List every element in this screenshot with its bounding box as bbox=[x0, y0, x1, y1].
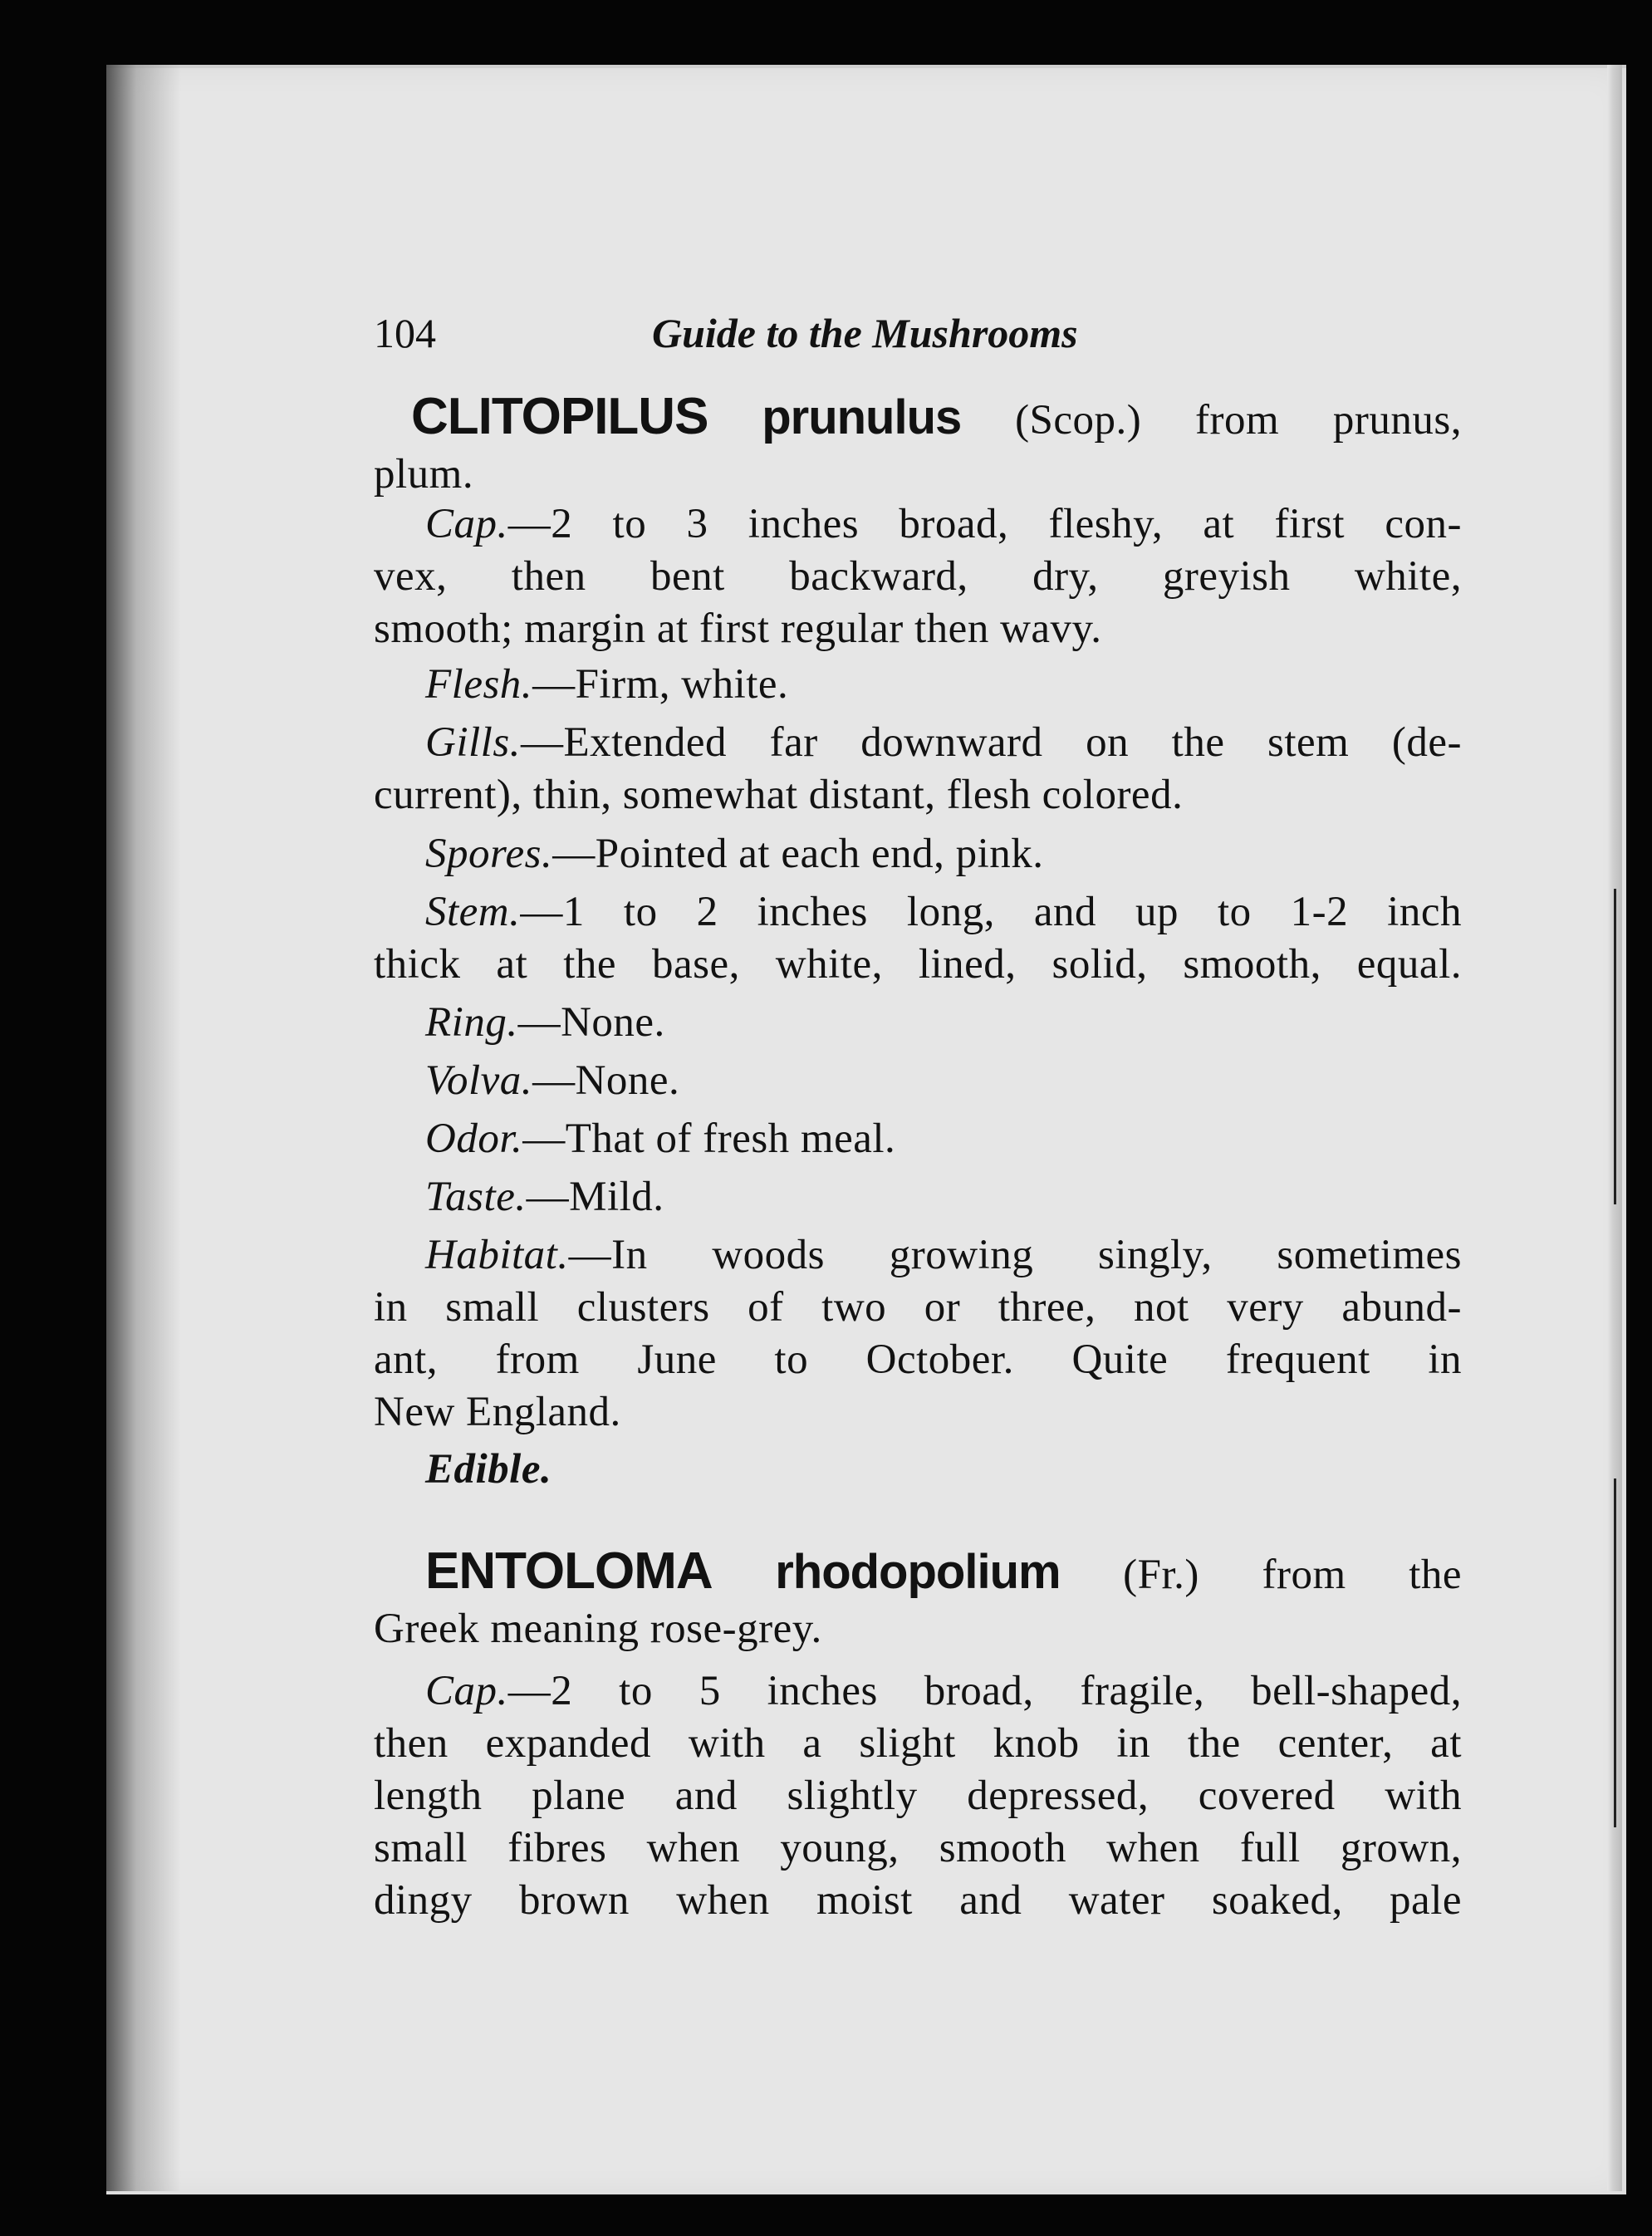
cap-text: smooth; margin at first regular then wavy. bbox=[374, 606, 1102, 652]
species-intro-cont: plum. bbox=[374, 451, 474, 498]
genus-name: ENTOLOMA bbox=[425, 1542, 713, 1600]
edge-mark bbox=[1614, 889, 1616, 1204]
spores-paragraph bbox=[425, 828, 1044, 880]
habitat-text: in small clusters of two or three, not very abund- bbox=[374, 1284, 1462, 1331]
flesh-text: —Firm, white. bbox=[532, 661, 789, 708]
habitat-text: ant, from June to October. Quite frequent in bbox=[374, 1336, 1462, 1383]
edibility-note: Edible. bbox=[425, 1446, 552, 1493]
gills-label: Gills. bbox=[425, 719, 521, 766]
gills-text: —Extended far downward on the stem (de- bbox=[520, 719, 1462, 766]
habitat-label: Habitat. bbox=[425, 1232, 569, 1278]
cap-text: —2 to 3 inches broad, fleshy, at first con- bbox=[507, 501, 1462, 547]
species-name: prunulus bbox=[762, 390, 962, 444]
page-number: 104 bbox=[374, 310, 436, 356]
species-intro: (Scop.) from prunus, bbox=[1015, 397, 1463, 444]
spores-label: Spores. bbox=[425, 831, 553, 877]
cap-text: —2 to 5 inches broad, fragile, bell-shaped, bbox=[507, 1668, 1462, 1714]
habitat-text: New England. bbox=[374, 1389, 621, 1435]
flesh-paragraph bbox=[425, 659, 788, 711]
cap-paragraph bbox=[425, 498, 1462, 551]
species-heading bbox=[425, 1542, 1462, 1601]
cap-label: Cap. bbox=[425, 1668, 508, 1714]
species-intro: (Fr.) from the bbox=[1123, 1552, 1462, 1598]
ring-label: Ring. bbox=[425, 999, 518, 1046]
species-intro-cont: Greek meaning rose-grey. bbox=[374, 1606, 822, 1652]
volva-text: —None. bbox=[532, 1057, 680, 1104]
taste-paragraph bbox=[425, 1171, 664, 1223]
running-title: Guide to the Mushrooms bbox=[652, 310, 1078, 356]
volva-label: Volva. bbox=[425, 1057, 533, 1104]
cap-text: then expanded with a slight knob in the center, at bbox=[374, 1720, 1462, 1767]
cap-text: small fibres when young, smooth when full grown, bbox=[374, 1825, 1462, 1871]
cap-text: vex, then bent backward, dry, greyish white, bbox=[374, 553, 1462, 600]
odor-label: Odor. bbox=[425, 1116, 523, 1162]
genus-name: CLITOPILUS bbox=[411, 388, 708, 445]
stem-label: Stem. bbox=[425, 889, 521, 935]
species-heading bbox=[411, 390, 1462, 447]
stem-text: —1 to 2 inches long, and up to 1-2 inch bbox=[520, 889, 1462, 935]
running-header bbox=[374, 309, 1470, 362]
cap-paragraph bbox=[425, 1665, 1462, 1718]
odor-text: —That of fresh meal. bbox=[522, 1116, 896, 1162]
taste-text: —Mild. bbox=[526, 1174, 664, 1220]
species-name: rhodopolium bbox=[775, 1545, 1061, 1599]
ring-paragraph bbox=[425, 997, 665, 1049]
taste-label: Taste. bbox=[425, 1174, 527, 1220]
habitat-text: —In woods growing singly, sometimes bbox=[568, 1232, 1462, 1278]
gills-text: current), thin, somewhat distant, flesh colored. bbox=[374, 772, 1184, 818]
gills-paragraph bbox=[425, 717, 1462, 769]
odor-paragraph bbox=[425, 1113, 895, 1165]
stem-text: thick at the base, white, lined, solid, smooth, equal. bbox=[374, 941, 1462, 988]
volva-paragraph bbox=[425, 1055, 679, 1107]
spores-text: —Pointed at each end, pink. bbox=[552, 831, 1044, 877]
flesh-label: Flesh. bbox=[425, 661, 533, 708]
ring-text: —None. bbox=[517, 999, 665, 1046]
habitat-paragraph bbox=[425, 1229, 1462, 1282]
cap-label: Cap. bbox=[425, 501, 508, 547]
cap-text: length plane and slightly depressed, covered with bbox=[374, 1773, 1462, 1819]
stem-paragraph bbox=[425, 886, 1462, 939]
spine-shadow bbox=[106, 65, 181, 2191]
cap-text: dingy brown when moist and water soaked, pale bbox=[374, 1877, 1462, 1924]
edge-mark bbox=[1614, 1478, 1616, 1827]
